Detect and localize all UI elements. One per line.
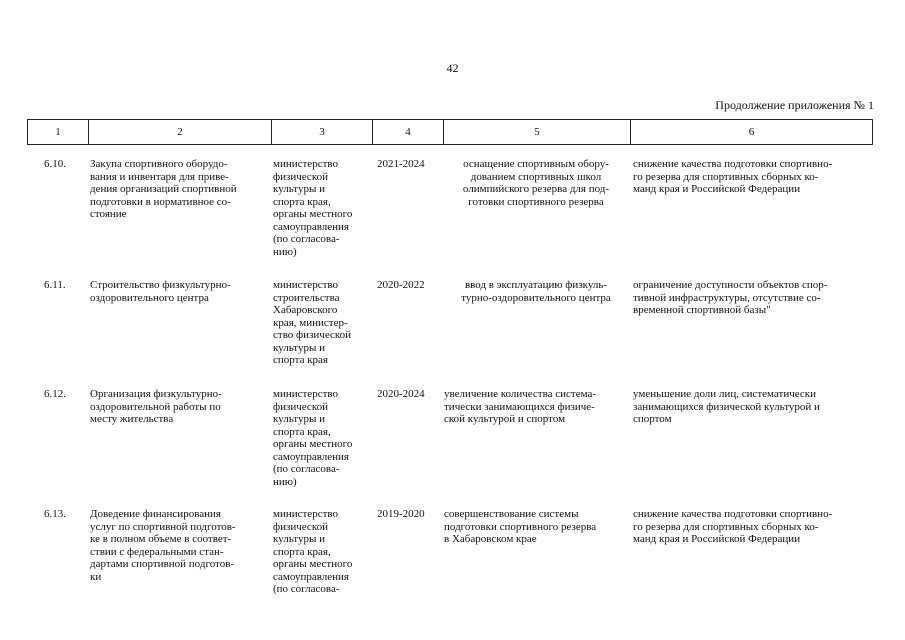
measure-name: Доведение финансирования услуг по спортивной подготов- ке в полном объеме в соответ- ствии с федеральными стан- дартами спортивной подготов- ки (90, 508, 236, 583)
term: 2021-2024 (377, 158, 425, 170)
measure-name: Закупа спортивного оборудо- вания и инвентаря для приве- дения организаций спортивной подготовки в нормативное со- стояние (90, 158, 237, 220)
page-number: 42 (446, 61, 459, 75)
consequence: уменьшение доли лиц, систематически занимающихся физической культурой и спортом (633, 388, 820, 425)
header-cell-2: 2 (89, 120, 272, 144)
term: 2019-2020 (377, 508, 425, 520)
header-cell-4: 4 (373, 120, 444, 144)
consequence: ограничение доступности объектов спор- тивной инфраструктуры, отсутствие со- временной спортивной базы" (633, 279, 828, 316)
expected-result: ввод в эксплуатацию физкуль- турно-оздоровительного центра (461, 279, 611, 304)
header-cell-3: 3 (272, 120, 373, 144)
row-number: 6.10. (44, 158, 66, 170)
executor: министерство физической культуры и спорта края, органы местного самоуправления (по согласова- (273, 508, 353, 595)
term: 2020-2022 (377, 279, 425, 291)
consequence: снижение качества подготовки спортивно- го резерва для спортивных сборных ко- манд края и Российской Федерации (633, 508, 833, 545)
header-cell-6: 6 (748, 126, 755, 138)
expected-result: совершенствование системы подготовки спортивного резерва в Хабаровском крае (444, 508, 597, 545)
row-number: 6.12. (44, 388, 66, 400)
header-cell-5: 5 (444, 120, 631, 144)
executor: министерство строительства Хабаровского края, министер- ство физической культуры и спорта края (273, 279, 352, 366)
consequence: снижение качества подготовки спортивно- го резерва для спортивных сборных ко- манд края и Российской Федерации (633, 158, 833, 195)
executor: министерство физической культуры и спорта края, органы местного самоуправления (по согласова- нию) (273, 388, 353, 488)
table-header (27, 119, 873, 145)
continuation-label: Продолжение приложения № 1 (715, 98, 874, 112)
term: 2020-2024 (377, 388, 425, 400)
expected-result: увеличение количества система- тически занимающихся физиче- ской культурой и спортом (444, 388, 597, 425)
header-cell-1: 1 (28, 120, 89, 144)
measure-name: Организация физкультурно- оздоровительной работы по месту жительства (90, 388, 222, 425)
row-number: 6.13. (44, 508, 66, 520)
expected-result: оснащение спортивным обору- дованием спортивных школ олимпийского резерва для под- готовки спортивного резерва (462, 158, 610, 208)
measure-name: Строительство физкультурно- оздоровительного центра (90, 279, 231, 304)
row-number: 6.11. (44, 279, 66, 291)
executor: министерство физической культуры и спорта края, органы местного самоуправления (по согласова- нию) (273, 158, 353, 258)
